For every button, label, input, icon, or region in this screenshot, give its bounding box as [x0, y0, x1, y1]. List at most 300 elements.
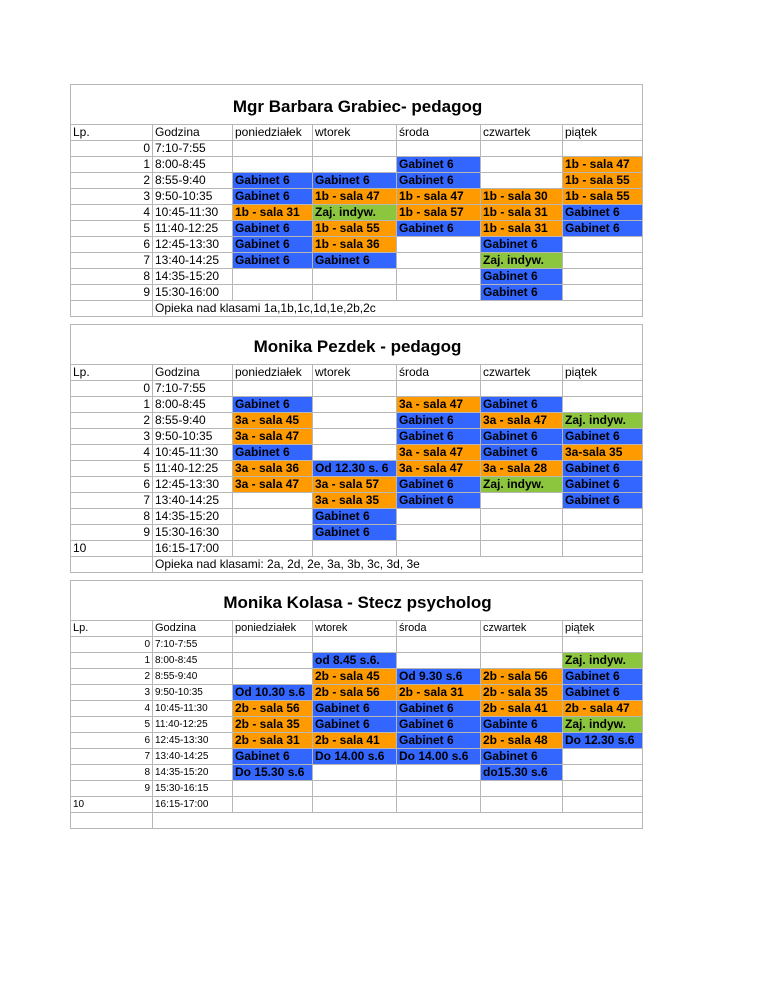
lesson-cell — [563, 525, 643, 541]
hour-cell: 10:45-11:30 — [153, 445, 233, 461]
hour-cell: 8:00-8:45 — [153, 157, 233, 173]
lesson-cell: 3a - sala 47 — [481, 413, 563, 429]
lesson-cell — [481, 637, 563, 653]
lesson-cell: 3a - sala 47 — [233, 477, 313, 493]
lesson-cell: Gabinet 6 — [313, 253, 397, 269]
lesson-cell: Zaj. indyw. — [563, 413, 643, 429]
lesson-cell: Do 15.30 s.6 — [233, 765, 313, 781]
lp-cell — [71, 733, 153, 749]
lesson-cell — [563, 237, 643, 253]
lesson-cell: 1b - sala 31 — [481, 205, 563, 221]
hour-cell: 8:55-9:40 — [153, 173, 233, 189]
lesson-cell: 3a - sala 36 — [233, 461, 313, 477]
lp-cell — [71, 397, 153, 413]
row-number: 1 — [143, 157, 150, 171]
lesson-cell: 3a - sala 45 — [233, 413, 313, 429]
lesson-cell — [563, 141, 643, 157]
lp-cell — [71, 541, 153, 557]
table-row — [71, 381, 643, 397]
lesson-cell — [233, 525, 313, 541]
row-number: 9 — [143, 525, 150, 539]
lesson-cell — [233, 541, 313, 557]
lp-cell — [71, 173, 153, 189]
row-number: 8 — [144, 767, 150, 778]
lesson-cell: 2b - sala 41 — [481, 701, 563, 717]
hour-cell: 7:10-7:55 — [153, 381, 233, 397]
lesson-cell: Gabinet 6 — [397, 701, 481, 717]
table-row — [71, 509, 643, 525]
lesson-cell — [313, 765, 397, 781]
row-number: 2 — [143, 173, 150, 187]
lp-cell — [71, 413, 153, 429]
column-header: Lp. — [71, 621, 153, 637]
lesson-cell: Gabinet 6 — [233, 253, 313, 269]
lp-cell — [71, 461, 153, 477]
lesson-cell: Od 9.30 s.6 — [397, 669, 481, 685]
lp-cell — [71, 477, 153, 493]
lp-cell — [71, 781, 153, 797]
lesson-cell: Gabinet 6 — [233, 173, 313, 189]
footer-note: Opieka nad klasami: 2a, 2d, 2e, 3a, 3b, 3c, 3d, 3e — [153, 557, 643, 573]
lesson-cell: 1b - sala 30 — [481, 189, 563, 205]
lp-cell — [71, 717, 153, 733]
lesson-cell: Gabinet 6 — [563, 429, 643, 445]
lesson-cell — [313, 445, 397, 461]
table-row — [71, 189, 643, 205]
lesson-cell — [397, 381, 481, 397]
lp-value: 10 — [73, 799, 85, 810]
lesson-cell — [481, 653, 563, 669]
lesson-cell: Gabinet 6 — [233, 237, 313, 253]
table-row — [71, 541, 643, 557]
row-number: 1 — [144, 655, 150, 666]
lesson-cell — [233, 781, 313, 797]
lp-cell — [71, 669, 153, 685]
lesson-cell: Zaj. indyw. — [481, 477, 563, 493]
row-number: 9 — [144, 783, 150, 794]
lesson-cell — [397, 637, 481, 653]
column-header: czwartek — [481, 125, 563, 141]
lesson-cell — [313, 269, 397, 285]
lesson-cell — [563, 285, 643, 301]
lesson-cell — [233, 637, 313, 653]
lesson-cell: Gabinet 6 — [397, 173, 481, 189]
column-header: wtorek — [313, 125, 397, 141]
lesson-cell — [233, 509, 313, 525]
lesson-cell: 3a - sala 28 — [481, 461, 563, 477]
lesson-cell: Gabinet 6 — [563, 221, 643, 237]
lesson-cell — [481, 781, 563, 797]
lesson-cell — [481, 509, 563, 525]
lesson-cell: 2b - sala 56 — [233, 701, 313, 717]
table-row — [71, 397, 643, 413]
lesson-cell: 3a - sala 47 — [397, 445, 481, 461]
lesson-cell: Gabinet 6 — [481, 397, 563, 413]
lesson-cell: Gabinet 6 — [233, 445, 313, 461]
lesson-cell — [313, 541, 397, 557]
lesson-cell — [563, 541, 643, 557]
hour-cell: 11:40-12:25 — [153, 221, 233, 237]
column-header: Godzina — [153, 621, 233, 637]
lesson-cell — [481, 381, 563, 397]
lesson-cell — [233, 269, 313, 285]
row-number: 8 — [143, 269, 150, 283]
table-row — [71, 669, 643, 685]
lesson-cell: 1b - sala 36 — [313, 237, 397, 253]
lesson-cell: 2b - sala 31 — [397, 685, 481, 701]
column-header: piątek — [563, 125, 643, 141]
row-number: 4 — [143, 445, 150, 459]
lp-cell — [71, 429, 153, 445]
hour-cell: 12:45-13:30 — [153, 477, 233, 493]
header-row — [71, 365, 643, 381]
hour-cell: 8:55-9:40 — [153, 413, 233, 429]
row-number: 0 — [143, 381, 150, 395]
lesson-cell — [233, 381, 313, 397]
lesson-cell: 2b - sala 48 — [481, 733, 563, 749]
lesson-cell: 2b - sala 35 — [481, 685, 563, 701]
lesson-cell — [233, 141, 313, 157]
table-row — [71, 237, 643, 253]
table-row — [71, 461, 643, 477]
lesson-cell: 3a - sala 57 — [313, 477, 397, 493]
lp-cell — [71, 445, 153, 461]
hour-cell: 14:35-15:20 — [153, 765, 233, 781]
lesson-cell — [563, 765, 643, 781]
row-number: 6 — [143, 477, 150, 491]
column-header: poniedziałek — [233, 365, 313, 381]
header-row — [71, 621, 643, 637]
lesson-cell: Do 12.30 s.6 — [563, 733, 643, 749]
lesson-cell: Gabinet 6 — [313, 509, 397, 525]
lesson-cell — [233, 797, 313, 813]
row-number: 9 — [143, 285, 150, 299]
hour-cell: 7:10-7:55 — [153, 141, 233, 157]
lesson-cell: Gabinet 6 — [397, 493, 481, 509]
hour-cell: 16:15-17:00 — [153, 797, 233, 813]
lesson-cell — [313, 397, 397, 413]
lesson-cell — [397, 237, 481, 253]
table-row — [71, 701, 643, 717]
hour-cell: 9:50-10:35 — [153, 685, 233, 701]
table-row — [71, 733, 643, 749]
lesson-cell: Gabinet 6 — [563, 685, 643, 701]
column-header: wtorek — [313, 365, 397, 381]
lesson-cell: Gabinte 6 — [481, 717, 563, 733]
footer-row — [71, 557, 643, 573]
lesson-cell — [563, 269, 643, 285]
lp-cell — [71, 237, 153, 253]
lesson-cell: Gabinet 6 — [563, 205, 643, 221]
hour-cell: 11:40-12:25 — [153, 461, 233, 477]
row-number: 2 — [144, 671, 150, 682]
lp-cell — [71, 637, 153, 653]
lp-cell — [71, 685, 153, 701]
lesson-cell: Gabinet 6 — [481, 269, 563, 285]
lesson-cell: 1b - sala 47 — [313, 189, 397, 205]
column-header: Lp. — [71, 125, 153, 141]
schedule-table-pezdek — [70, 324, 643, 573]
column-header: poniedziałek — [233, 621, 313, 637]
lesson-cell: Gabinet 6 — [481, 749, 563, 765]
table-row — [71, 253, 643, 269]
lesson-cell: od 8.45 s.6. — [313, 653, 397, 669]
lp-cell — [71, 525, 153, 541]
lesson-cell — [233, 157, 313, 173]
column-header: piątek — [563, 365, 643, 381]
row-number: 5 — [143, 461, 150, 475]
lesson-cell — [233, 653, 313, 669]
header-row — [71, 125, 643, 141]
table-row — [71, 493, 643, 509]
hour-cell: 15:30-16:30 — [153, 525, 233, 541]
row-number: 5 — [143, 221, 150, 235]
row-number: 4 — [144, 703, 150, 714]
row-number: 3 — [144, 687, 150, 698]
lp-cell — [71, 285, 153, 301]
footer-note — [153, 813, 643, 829]
lesson-cell: Zaj. indyw. — [313, 205, 397, 221]
lp-cell — [71, 205, 153, 221]
lesson-cell — [563, 397, 643, 413]
lesson-cell — [397, 797, 481, 813]
lesson-cell: Gabinet 6 — [397, 157, 481, 173]
column-header: czwartek — [481, 365, 563, 381]
column-header: wtorek — [313, 621, 397, 637]
lesson-cell: Gabinet 6 — [481, 285, 563, 301]
lesson-cell — [233, 285, 313, 301]
lp-cell — [71, 253, 153, 269]
lesson-cell — [481, 173, 563, 189]
lesson-cell — [481, 493, 563, 509]
hour-cell: 15:30-16:15 — [153, 781, 233, 797]
lesson-cell: Gabinet 6 — [397, 429, 481, 445]
lesson-cell — [563, 781, 643, 797]
lesson-cell: Zaj. indyw. — [481, 253, 563, 269]
row-number: 7 — [143, 253, 150, 267]
lp-cell — [71, 141, 153, 157]
lesson-cell: Gabinet 6 — [563, 669, 643, 685]
table-row — [71, 173, 643, 189]
row-number: 1 — [143, 397, 150, 411]
lesson-cell — [313, 797, 397, 813]
lesson-cell — [481, 797, 563, 813]
hour-cell: 12:45-13:30 — [153, 237, 233, 253]
title-row — [71, 325, 643, 365]
row-number: 3 — [143, 429, 150, 443]
lesson-cell — [233, 493, 313, 509]
hour-cell: 7:10-7:55 — [153, 637, 233, 653]
lesson-cell: Od 12.30 s. 6 — [313, 461, 397, 477]
lesson-cell: Do 14.00 s.6 — [397, 749, 481, 765]
lesson-cell — [563, 509, 643, 525]
lesson-cell — [397, 525, 481, 541]
lesson-cell — [397, 541, 481, 557]
lesson-cell: Gabinet 6 — [563, 493, 643, 509]
lesson-cell: Gabinet 6 — [397, 477, 481, 493]
lesson-cell — [563, 797, 643, 813]
row-number: 0 — [143, 141, 150, 155]
hour-cell: 12:45-13:30 — [153, 733, 233, 749]
lesson-cell: Zaj. indyw. — [563, 717, 643, 733]
row-number: 6 — [143, 237, 150, 251]
column-header: Godzina — [153, 365, 233, 381]
table-row — [71, 525, 643, 541]
lesson-cell — [563, 253, 643, 269]
schedule-table-kolasa — [70, 580, 643, 829]
lesson-cell: do15.30 s.6 — [481, 765, 563, 781]
table-row — [71, 797, 643, 813]
row-number: 7 — [143, 493, 150, 507]
row-number: 2 — [143, 413, 150, 427]
lesson-cell: Gabinet 6 — [481, 445, 563, 461]
lp-cell — [71, 269, 153, 285]
lesson-cell — [481, 157, 563, 173]
hour-cell: 8:00-8:45 — [153, 397, 233, 413]
lesson-cell: 2b - sala 45 — [313, 669, 397, 685]
footer-note: Opieka nad klasami 1a,1b,1c,1d,1e,2b,2c — [153, 301, 643, 317]
hour-cell: 16:15-17:00 — [153, 541, 233, 557]
table-row — [71, 141, 643, 157]
lesson-cell: Gabinet 6 — [481, 237, 563, 253]
table-row — [71, 781, 643, 797]
lesson-cell: Gabinet 6 — [563, 477, 643, 493]
lesson-cell: 2b - sala 35 — [233, 717, 313, 733]
lp-cell — [71, 221, 153, 237]
lesson-cell: Gabinet 6 — [397, 221, 481, 237]
schedule-title: Monika Kolasa - Stecz psycholog — [71, 581, 643, 621]
lesson-cell: Gabinet 6 — [313, 701, 397, 717]
lesson-cell: 1b - sala 55 — [313, 221, 397, 237]
schedule-title: Monika Pezdek - pedagog — [71, 325, 643, 365]
schedule-table-grabiec — [70, 84, 643, 317]
column-header: środa — [397, 125, 481, 141]
lesson-cell — [397, 141, 481, 157]
lesson-cell — [313, 637, 397, 653]
table-row — [71, 653, 643, 669]
table-row — [71, 205, 643, 221]
footer-lp — [71, 301, 153, 317]
lesson-cell: Gabinet 6 — [481, 429, 563, 445]
table-row — [71, 269, 643, 285]
lesson-cell — [397, 765, 481, 781]
lp-cell — [71, 701, 153, 717]
table-row — [71, 445, 643, 461]
lesson-cell — [313, 429, 397, 445]
lesson-cell: 1b - sala 31 — [481, 221, 563, 237]
hour-cell: 13:40-14:25 — [153, 493, 233, 509]
lesson-cell: 2b - sala 31 — [233, 733, 313, 749]
lesson-cell: 1b - sala 57 — [397, 205, 481, 221]
lesson-cell — [233, 669, 313, 685]
lesson-cell: Gabinet 6 — [313, 525, 397, 541]
title-row — [71, 85, 643, 125]
lp-value: 10 — [73, 541, 87, 555]
lesson-cell — [563, 749, 643, 765]
column-header: Godzina — [153, 125, 233, 141]
footer-row — [71, 813, 643, 829]
table-row — [71, 429, 643, 445]
lesson-cell: 1b - sala 31 — [233, 205, 313, 221]
lesson-cell — [397, 509, 481, 525]
lesson-cell — [313, 413, 397, 429]
lesson-cell: Gabinet 6 — [233, 221, 313, 237]
hour-cell: 8:00-8:45 — [153, 653, 233, 669]
lesson-cell: 1b - sala 55 — [563, 189, 643, 205]
footer-lp — [71, 557, 153, 573]
title-row — [71, 581, 643, 621]
hour-cell: 8:55-9:40 — [153, 669, 233, 685]
lp-cell — [71, 653, 153, 669]
footer-lp — [71, 813, 153, 829]
hour-cell: 9:50-10:35 — [153, 189, 233, 205]
hour-cell: 13:40-14:25 — [153, 749, 233, 765]
lesson-cell: 3a-sala 35 — [563, 445, 643, 461]
lesson-cell: Do 14.00 s.6 — [313, 749, 397, 765]
lesson-cell: 3a - sala 47 — [397, 397, 481, 413]
hour-cell: 13:40-14:25 — [153, 253, 233, 269]
lesson-cell: Od 10.30 s.6 — [233, 685, 313, 701]
row-number: 7 — [144, 751, 150, 762]
lesson-cell: Gabinet 6 — [233, 189, 313, 205]
lesson-cell: Gabinet 6 — [563, 461, 643, 477]
row-number: 8 — [143, 509, 150, 523]
column-header: czwartek — [481, 621, 563, 637]
table-row — [71, 749, 643, 765]
lp-cell — [71, 189, 153, 205]
table-row — [71, 717, 643, 733]
lesson-cell — [563, 637, 643, 653]
hour-cell: 9:50-10:35 — [153, 429, 233, 445]
column-header: poniedziałek — [233, 125, 313, 141]
hour-cell: 10:45-11:30 — [153, 205, 233, 221]
lp-cell — [71, 157, 153, 173]
lesson-cell: 3a - sala 47 — [233, 429, 313, 445]
lesson-cell: 3a - sala 47 — [397, 461, 481, 477]
lesson-cell — [313, 141, 397, 157]
lesson-cell: Gabinet 6 — [313, 173, 397, 189]
column-header: Lp. — [71, 365, 153, 381]
row-number: 4 — [143, 205, 150, 219]
table-row — [71, 477, 643, 493]
column-header: środa — [397, 365, 481, 381]
row-number: 5 — [144, 719, 150, 730]
column-header: piątek — [563, 621, 643, 637]
lp-cell — [71, 381, 153, 397]
lesson-cell: 1b - sala 47 — [563, 157, 643, 173]
lesson-cell — [313, 781, 397, 797]
lp-cell — [71, 797, 153, 813]
lesson-cell: 2b - sala 41 — [313, 733, 397, 749]
table-row — [71, 221, 643, 237]
lesson-cell: Gabinet 6 — [313, 717, 397, 733]
lesson-cell: Gabinet 6 — [233, 397, 313, 413]
lesson-cell — [313, 285, 397, 301]
table-row — [71, 637, 643, 653]
lesson-cell: 1b - sala 55 — [563, 173, 643, 189]
lesson-cell — [481, 541, 563, 557]
lesson-cell: 3a - sala 35 — [313, 493, 397, 509]
lesson-cell — [481, 525, 563, 541]
lesson-cell: 2b - sala 56 — [313, 685, 397, 701]
lesson-cell: Gabinet 6 — [233, 749, 313, 765]
footer-row — [71, 301, 643, 317]
lesson-cell: Zaj. indyw. — [563, 653, 643, 669]
table-row — [71, 765, 643, 781]
hour-cell: 11:40-12:25 — [153, 717, 233, 733]
lesson-cell: 2b - sala 56 — [481, 669, 563, 685]
lp-cell — [71, 749, 153, 765]
